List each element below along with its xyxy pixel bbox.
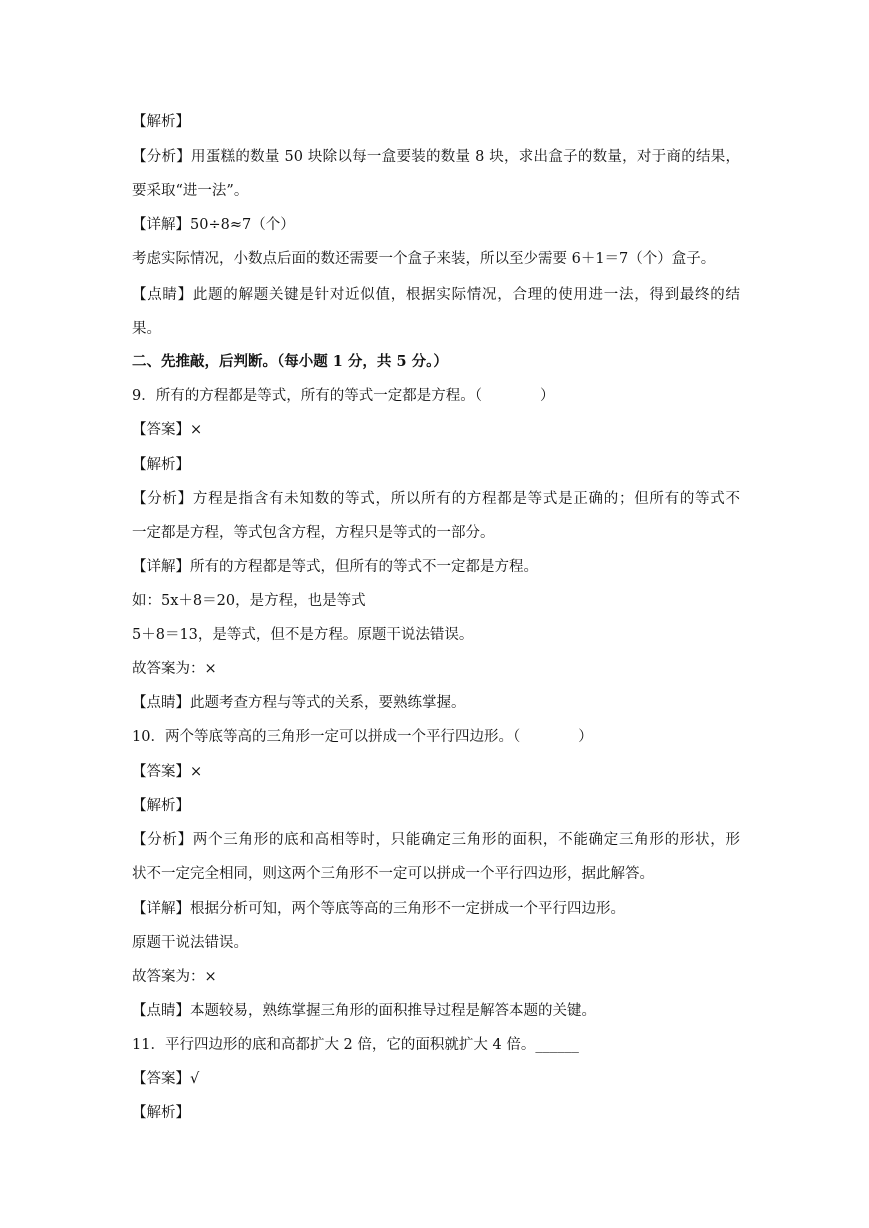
text-line: 果。 <box>132 321 161 337</box>
section-heading: 二、先推敲，后判断。（每小题 1 分，共 5 分。） <box>132 353 448 370</box>
text-line: 故答案为：× <box>132 969 217 985</box>
question-10: 10．两个等底等高的三角形一定可以拼成一个平行四边形。（ ） <box>132 729 593 745</box>
text-line: 如：5x＋8＝20，是方程，也是等式 <box>132 593 366 609</box>
text-line: 原题干说法错误。 <box>132 935 248 951</box>
answer-label: 【答案】× <box>132 422 203 438</box>
text-line: 【详解】根据分析可知，两个等底等高的三角形不一定拼成一个平行四边形。 <box>132 901 625 917</box>
text-line: 【分析】两个三角形的底和高相等时，只能确定三角形的面积，不能确定三角形的形状，形 <box>132 832 740 848</box>
question-9: 9．所有的方程都是等式，所有的等式一定都是方程。（ ） <box>132 388 555 404</box>
text-line: 【详解】所有的方程都是等式，但所有的等式不一定都是方程。 <box>132 559 538 575</box>
text-line: 状不一定完全相同，则这两个三角形不一定可以拼成一个平行四边形，据此解答。 <box>132 866 654 882</box>
text-line: 【点睛】此题考查方程与等式的关系，要熟练掌握。 <box>132 695 466 711</box>
text-line: 5＋8＝13，是等式，但不是方程。原题干说法错误。 <box>132 627 474 643</box>
text-line: 故答案为：× <box>132 661 217 677</box>
text-line: 【点睛】本题较易，熟练掌握三角形的面积推导过程是解答本题的关键。 <box>132 1003 596 1019</box>
text-line: 【解析】 <box>132 114 190 130</box>
text-line: 【详解】50÷8≈7（个） <box>132 217 295 233</box>
text-line: 【分析】用蛋糕的数量 50 块除以每一盒要装的数量 8 块，求出盒子的数量，对于商的结果， <box>132 149 740 165</box>
question-11: 11．平行四边形的底和高都扩大 2 倍，它的面积就扩大 4 倍。______ <box>132 1037 579 1053</box>
answer-label: 【答案】× <box>132 764 203 780</box>
text-line: 【分析】方程是指含有未知数的等式，所以所有的方程都是等式是正确的；但所有的等式不 <box>132 491 740 507</box>
text-line: 要采取“进一法”。 <box>132 183 249 199</box>
answer-label: 【答案】√ <box>132 1071 200 1087</box>
text-line: 【点睛】此题的解题关键是针对近似值，根据实际情况，合理的使用进一法，得到最终的结 <box>132 287 740 303</box>
text-line: 【解析】 <box>132 798 190 814</box>
text-line: 考虑实际情况，小数点后面的数还需要一个盒子来装，所以至少需要 6＋1＝7（个）盒子。 <box>132 251 716 267</box>
text-line: 一定都是方程，等式包含方程，方程只是等式的一部分。 <box>132 525 495 541</box>
text-line: 【解析】 <box>132 1105 190 1121</box>
text-line: 【解析】 <box>132 457 190 473</box>
